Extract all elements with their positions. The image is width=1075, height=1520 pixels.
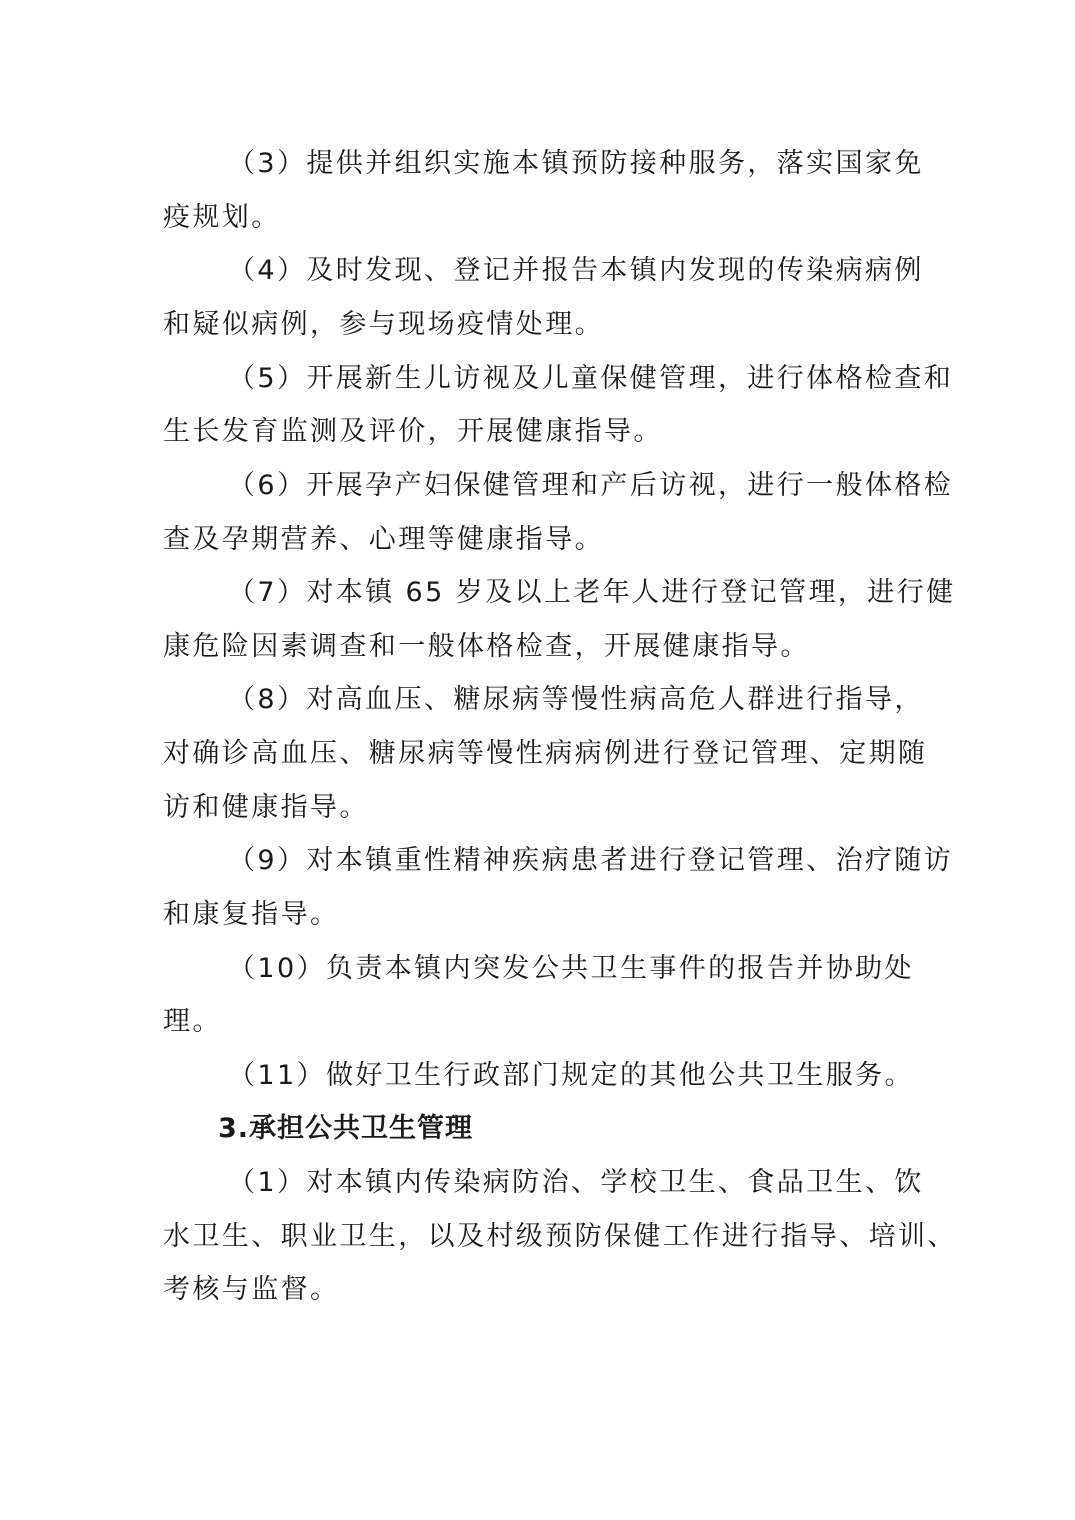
text-line-7: （6）开展孕产妇保健管理和产后访视，进行一般体格检 [228,470,954,501]
text-line-3: （4）及时发现、登记并报告本镇内发现的传染病病例 [228,255,924,286]
text-line-11: （8）对高血压、糖尿病等慢性病高危人群进行指导， [228,684,924,715]
text-line-13: 访和健康指导。 [163,792,369,823]
text-line-16: （10）负责本镇内突发公共卫生事件的报告并协助处 [228,953,914,984]
text-line-6: 生长发育监测及评价，开展健康指导。 [163,416,663,447]
text-line-14: （9）对本镇重性精神疾病患者进行登记管理、治疗随访 [228,845,954,876]
text-line-2: 疫规划。 [163,202,281,233]
text-line-15: 和康复指导。 [163,899,340,930]
text-line-5: （5）开展新生儿访视及儿童保健管理，进行体格检查和 [228,363,954,394]
text-line-17: 理。 [163,1006,222,1037]
text-line-12: 对确诊高血压、糖尿病等慢性病病例进行登记管理、定期随 [163,738,928,769]
text-line-1: （3）提供并组织实施本镇预防接种服务，落实国家免 [228,148,924,179]
text-line-22: 考核与监督。 [163,1274,340,1305]
text-line-10: 康危险因素调查和一般体格检查，开展健康指导。 [163,631,810,662]
text-line-9: （7）对本镇 65 岁及以上老年人进行登记管理，进行健 [228,577,956,608]
text-line-18: （11）做好卫生行政部门规定的其他公共卫生服务。 [228,1060,914,1091]
text-line-4: 和疑似病例，参与现场疫情处理。 [163,309,604,340]
section-heading: 3.承担公共卫生管理 [218,1113,474,1144]
text-line-8: 查及孕期营养、心理等健康指导。 [163,524,604,555]
text-line-21: 水卫生、职业卫生，以及村级预防保健工作进行指导、培训、 [163,1221,957,1252]
text-line-20: （1）对本镇内传染病防治、学校卫生、食品卫生、饮 [228,1167,924,1198]
